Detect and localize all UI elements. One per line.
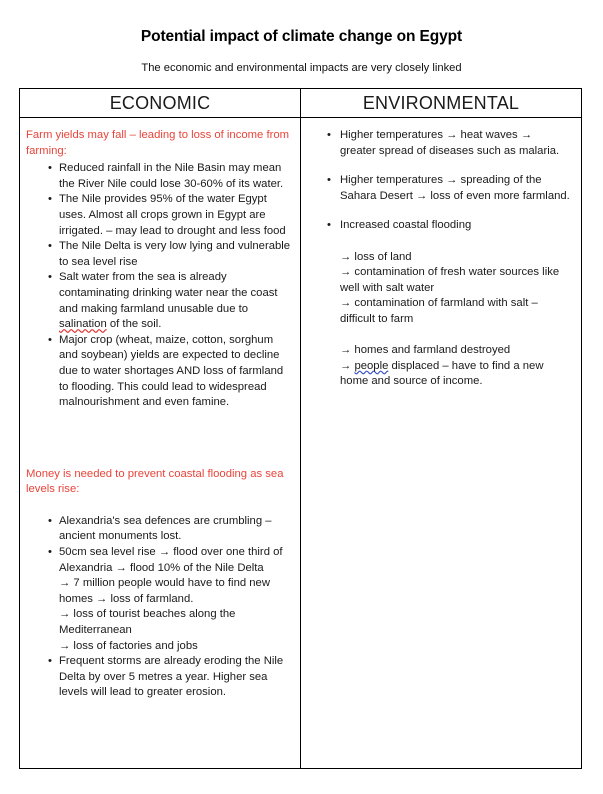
- sub-line: → homes and farmland destroyed: [340, 344, 511, 357]
- sub-line: → contamination of farmland with salt – difficult to farm: [340, 297, 538, 325]
- bullet-dot-icon: •: [327, 129, 331, 141]
- table-header-environmental: ENVIRONMENTAL: [362, 92, 520, 113]
- page-title: Potential impact of climate change on Egypt: [140, 28, 463, 45]
- impact-comparison-table: [19, 88, 582, 769]
- bullet-dot-icon: •: [48, 655, 52, 668]
- list-item-text: The Nile Delta is very low lying and vulnerable to sea level rise: [59, 240, 291, 268]
- bullet-dot-icon: •: [327, 174, 331, 187]
- list-item: [313, 218, 571, 234]
- arrow-group-spacer: [313, 234, 571, 250]
- table-cell-economic: [20, 118, 301, 768]
- bullet-dot-icon: •: [48, 333, 52, 346]
- sub-line: → contamination of fresh water sources like well with salt water: [340, 266, 560, 294]
- list-item: [26, 333, 292, 411]
- table-cell-environmental: [301, 118, 581, 768]
- environmental-flooding-consequences-group-2: [313, 343, 571, 390]
- list-item: [26, 192, 292, 239]
- economic-flood-consequence-lines: [26, 576, 292, 654]
- list-item-with-spelling-error: [26, 270, 292, 332]
- sub-line-with-grammar-error: [340, 359, 571, 390]
- list-item-text: The Nile provides 95% of the water Egypt uses. Almost all crops grown in Egypt are irrigated. – may lead to drought and less food: [59, 193, 286, 237]
- text-after-error: displaced – have to find a new home and source of income.: [340, 359, 544, 388]
- list-item-text: Alexandria's sea defences are crumbling – ancient monuments lost.: [59, 514, 272, 543]
- heading-spacer: [26, 500, 292, 514]
- section-spacer: [26, 411, 292, 467]
- list-item: [26, 514, 292, 545]
- sub-line: → 7 million people would have to find new homes → loss of farmland.: [59, 577, 271, 605]
- table-header-economic: ECONOMIC: [20, 89, 301, 117]
- economic-section-2-bullet-list-continued: [26, 654, 292, 701]
- list-item-text: Frequent storms are already eroding the Nile Delta by over 5 metres a year. Higher sea levels will lead to greater erosion.: [59, 655, 284, 699]
- text-after-error: of the soil.: [106, 318, 162, 331]
- bullet-dot-icon: •: [48, 240, 52, 253]
- bullet-dot-icon: •: [48, 271, 52, 284]
- bullet-dot-icon: •: [48, 514, 52, 527]
- environmental-flooding-consequences-group-1: [313, 250, 571, 328]
- economic-section-1-heading: Farm yields may fall – leading to loss of income from farming:: [26, 129, 290, 157]
- sub-line: → loss of tourist beaches along the Mediterranean: [59, 608, 236, 637]
- spelling-error-word[interactable]: salination: [59, 318, 107, 331]
- sub-line: → loss of land: [340, 250, 412, 263]
- list-item-text: Reduced rainfall in the Nile Basin may mean the River Nile could lose 30-60% of its water.: [59, 162, 284, 190]
- environmental-content: [301, 118, 581, 768]
- list-item-text: [59, 271, 278, 330]
- economic-content: [20, 118, 300, 768]
- page-subtitle: The economic and environmental impacts are very closely linked: [141, 62, 462, 74]
- list-item-text: Higher temperatures → spreading of the Sahara Desert → loss of even more farmland.: [340, 174, 570, 202]
- grammar-error-word[interactable]: people: [354, 359, 389, 372]
- bullet-dot-icon: •: [48, 193, 52, 206]
- list-item: [313, 173, 571, 204]
- list-item: [26, 545, 292, 576]
- list-item: [26, 239, 292, 270]
- arrow-group-spacer: [313, 328, 571, 344]
- list-item-text: Major crop (wheat, maize, cotton, sorghum and soybean) yields are expected to decline due to water shortages AND loss of farmland to flooding. This could lead to widespread malnourishment and even famine.: [59, 333, 284, 409]
- environmental-bullet-list: [313, 128, 571, 234]
- list-item: [313, 128, 571, 159]
- table-header-row: [20, 89, 581, 118]
- list-item: [26, 654, 292, 701]
- sub-line: → loss of factories and jobs: [59, 639, 198, 652]
- table-body-row: [20, 118, 581, 768]
- bullet-dot-icon: •: [327, 219, 331, 232]
- list-item-text: 50cm sea level rise → flood over one third of Alexandria → flood 10% of the Nile Delta: [59, 546, 283, 574]
- economic-section-2-bullet-list: [26, 514, 292, 576]
- bullet-dot-icon: •: [48, 162, 52, 175]
- text-before-error: →: [340, 359, 355, 372]
- economic-section-1-bullet-list: [26, 161, 292, 411]
- economic-section-2-heading: Money is needed to prevent coastal flooding as sea levels rise:: [26, 467, 284, 496]
- list-item-text: Higher temperatures → heat waves → greater spread of diseases such as malaria.: [340, 129, 560, 157]
- list-item-text: Increased coastal flooding: [340, 219, 472, 232]
- list-item: [26, 161, 292, 192]
- bullet-dot-icon: •: [48, 546, 52, 559]
- text-before-error: Salt water from the sea is already contaminating drinking water near the coast and making farmland unusable due to: [59, 271, 278, 315]
